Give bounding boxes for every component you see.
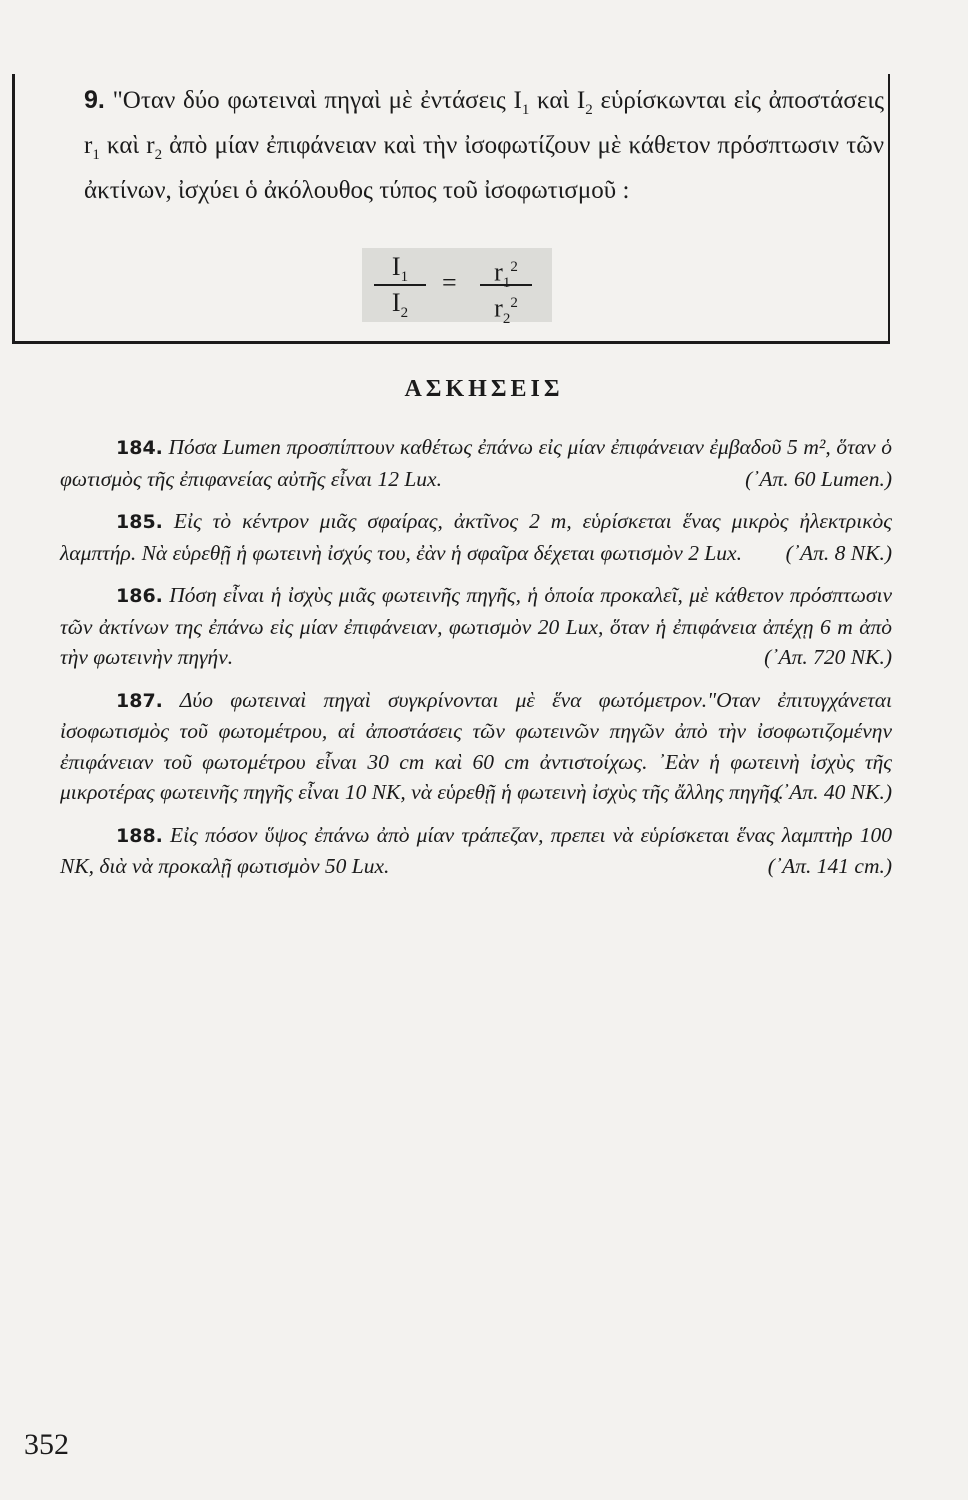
rule-sub-4: 2 — [154, 147, 163, 163]
rule-sub-3: 1 — [92, 147, 100, 163]
rule-statement — [84, 82, 884, 209]
exercise-answer: (᾿Απ. 720 NK.) — [764, 645, 892, 669]
rule-text-3: εὑρίσκωνται εἰς ἀποστάσεις r — [84, 87, 885, 159]
exercise-number: 187. — [116, 689, 163, 712]
exercise-number: 185. — [116, 511, 163, 533]
rule-sub-2: 2 — [585, 102, 593, 118]
rule-text-2: καὶ I — [529, 87, 586, 114]
isophotism-formula — [362, 248, 552, 327]
rule-text-1: "Οταν δύο φωτειναὶ πηγαὶ μὲ ἐντάσεις I — [112, 87, 522, 114]
formula-lhs-numerator: $I_1$ — [391, 252, 409, 286]
rule-text-4: καὶ r — [99, 132, 155, 159]
formula-lhs-fraction — [368, 250, 432, 320]
rule-text-5: ἀπὸ μίαν ἐπιφάνειαν καὶ τὴν ἰσοφωτίζουν μὲ κάθετον πρόσπτωσιν τῶν ἀκτίνων, ἰσχύει ὁ ἀκόλουθος τύπος τοῦ ἰσοφωτισμοῦ : — [84, 132, 885, 204]
exercise-number: 188. — [116, 824, 163, 847]
exercise-text: Εἰς πόσον ὕψος ἐπάνω ἀπὸ μίαν τράπεζαν, πρεπει νὰ εὑρίσκεται ἕνας λαμπτὴρ 100 NK, διὰ νὰ προκαλῇ φωτισμὸν 50 Lux. — [60, 822, 892, 878]
formula-rhs-denominator: $r_2^2$ — [494, 293, 518, 327]
exercise-187 — [60, 685, 892, 808]
exercise-answer: (᾿Απ. 141 cm.) — [767, 854, 892, 878]
exercise-text: Πόσα Lumen προσπίπτουν καθέτως ἐπάνω εἰς μίαν ἐπιφάνειαν ἐμβαδοῦ 5 m², ὅταν ὁ φωτισμὸς τῆς ἐπιφανείας αὐτῆς εἶναι 12 Lux. — [60, 435, 893, 491]
formula-equals: = — [442, 268, 457, 297]
exercise-answer: (᾿Απ. 60 Lumen.) — [745, 466, 892, 491]
exercise-text: Εἰς τὸ κέντρον μιᾶς σφαίρας, ἀκτῖνος 2 m, εὑρίσκεται ἕνας μικρὸς ἠλεκτρικὸς λαμπτήρ. Νὰ εὑρεθῇ ἡ φωτεινὴ ἰσχύς του, ἐὰν ἡ σφαῖρα δέχεται φωτισμὸν 2 Lux. — [60, 509, 893, 565]
page-number: 352 — [24, 1428, 69, 1461]
exercise-answer: (᾿Απ. 8 NK.) — [785, 540, 892, 565]
exercise-185 — [60, 506, 892, 568]
exercise-list — [60, 432, 892, 894]
section-title: ΑΣΚΗΣΕΙΣ — [404, 376, 564, 402]
exercise-188 — [60, 820, 892, 882]
exercise-number: 184. — [116, 437, 163, 459]
formula-rhs-numerator: $r_1^2$ — [494, 257, 518, 291]
exercise-number: 186. — [116, 585, 163, 607]
exercise-text: Δύο φωτειναὶ πηγαὶ συγκρίνονται μὲ ἕνα φωτόμετρον."Οταν ἐπιτυγχάνεται ἰσοφωτισμὸς τοῦ φωτομέτρου, αἱ ἀποστάσεις τῶν φωτεινῶν πηγῶν ἀπὸ τὴν ἰσοφωτιζομένην ἐπιφάνειαν τοῦ φωτομέτρου εἶναι 30 cm καὶ 60 cm ἀντιστοίχως. ᾿Εὰν ἡ φωτεινὴ ἰσχὺς τῆς μικροτέρας φωτεινῆς πηγῆς εἶναι 10 NK, νὰ εὑρεθῇ ἡ φωτεινὴ ἰσχὺς τῆς ἄλλης πηγῆς. — [60, 687, 892, 804]
formula-rhs-fraction — [474, 250, 538, 327]
rule-number: 9. — [84, 86, 105, 114]
exercise-186 — [60, 580, 892, 673]
rule-sub-1: 1 — [521, 102, 530, 118]
formula-lhs-denominator: $I_2$ — [391, 288, 409, 322]
exercise-text: Πόση εἶναι ἡ ἰσχὺς μιᾶς φωτεινῆς πηγῆς, ἡ ὁποία προκαλεῖ, μὲ κάθετον πρόσπτωσιν τῶν ἀκτίνων της ἐπάνω εἰς μίαν ἐπιφάνειαν, φωτισμὸν 20 Lux, ὅταν ἡ ἐπιφάνεια ἀπέχῃ 6 m ἀπὸ τὴν φωτεινὴν πηγήν. — [60, 583, 893, 669]
exercise-answer: (᾿Απ. 40 NK.) — [774, 780, 892, 804]
exercise-184 — [60, 432, 892, 494]
